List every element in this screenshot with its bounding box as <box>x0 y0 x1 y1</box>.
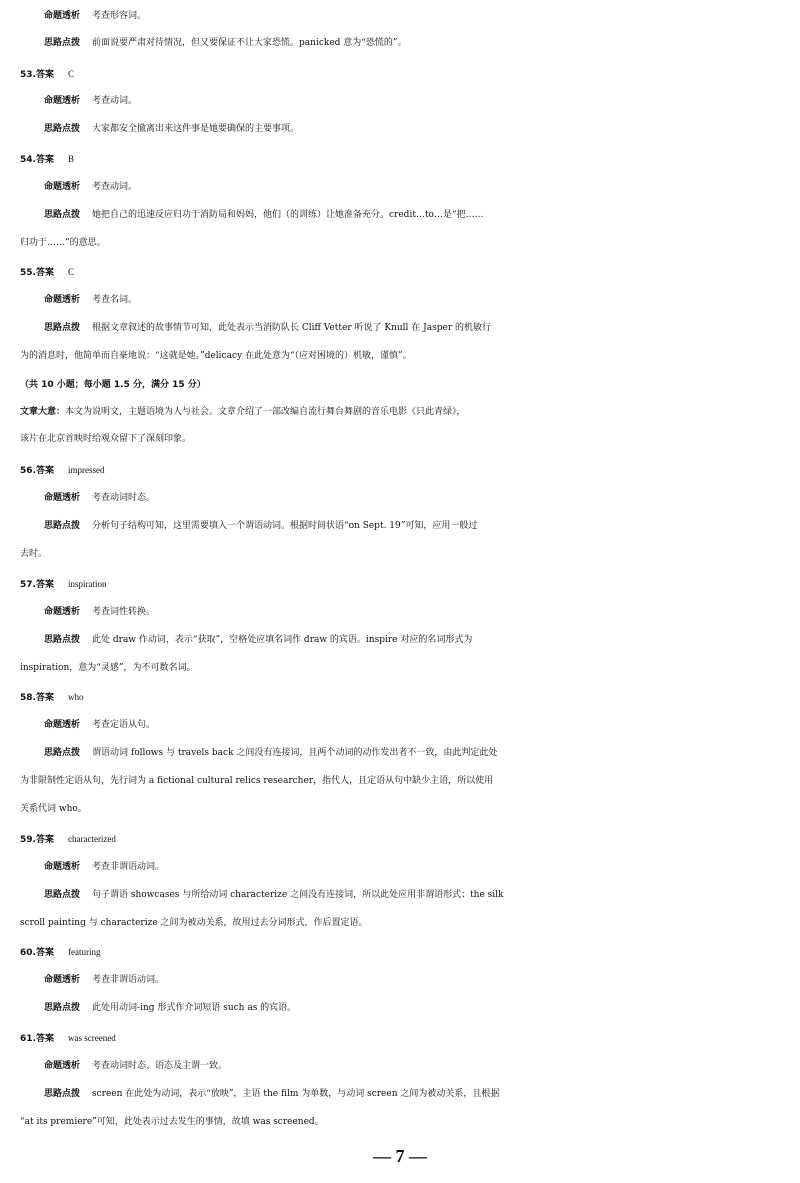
section-summary-cont: 该片在北京首映时给观众留下了深刻印象。 <box>20 434 192 444</box>
q58-hint: 思路点拨 谓语动词 follows 与 travels back 之间没有连接词，且两个动词的动作发出者不一致，由此判定此处 <box>44 748 498 758</box>
q60-hint: 思路点拨 此处用动词-ing 形式作介词短语 such as 的宾语。 <box>44 1003 297 1013</box>
q60-answer: 60.答案 featuring <box>20 947 101 958</box>
q59-hint: 思路点拨 句子谓语 showcases 与所给动词 characterize 之间没有连接词，所以此处应用非谓语形式；the silk <box>44 890 504 900</box>
q58-answer: 58.答案 who <box>20 692 84 703</box>
q58-hint-cont2: 关系代词 who。 <box>20 804 87 814</box>
q54-hint: 思路点拨 她把自己的迅速反应归功于消防局和妈妈，他们（的训练）让她准备充分。credit…to…是“把…… <box>44 210 484 220</box>
q55-analysis: 命题透析 考查名词。 <box>44 295 138 305</box>
q57-hint: 思路点拨 此处 draw 作动词，表示“获取”，空格处应填名词作 draw 的宾语。inspire 对应的名词形式为 <box>44 635 473 645</box>
q52-hint: 思路点拨 前面说要严肃对待情况，但又要保证不让大家恐慌。panicked 意为“恐慌的”。 <box>44 38 407 48</box>
q56-analysis: 命题透析 考查动词时态。 <box>44 493 156 503</box>
q53-hint: 思路点拨 大家都安全撤离出来这件事是她要确保的主要事项。 <box>44 124 300 134</box>
q59-analysis: 命题透析 考查非谓语动词。 <box>44 862 165 872</box>
q54-answer: 54.答案 B <box>20 154 74 165</box>
q59-hint-cont: scroll painting 与 characterize 之间为被动关系，故用过去分词形式，作后置定语。 <box>20 918 368 928</box>
section-summary: 文章大意：本文为说明文，主题语境为人与社会。文章介绍了一部改编自流行舞台舞剧的音乐电影《只此青绿》， <box>20 407 466 417</box>
q61-answer: 61.答案 was screened <box>20 1033 116 1044</box>
q57-answer: 57.答案 inspiration <box>20 579 107 590</box>
q55-answer: 55.答案 C <box>20 267 74 278</box>
q52-analysis: 命题透析 考查形容词。 <box>44 11 147 21</box>
q56-answer: 56.答案 impressed <box>20 465 105 476</box>
q61-hint-cont: “at its premiere”可知，此处表示过去发生的事情，故填 was screened。 <box>20 1117 324 1127</box>
q59-answer: 59.答案 characterized <box>20 834 116 845</box>
q58-hint-cont: 为非限制性定语从句，先行词为 a fictional cultural relics researcher，指代人，且定语从句中缺少主语，所以使用 <box>20 776 494 786</box>
q57-hint-cont: inspiration，意为“灵感”，为不可数名词。 <box>20 663 196 673</box>
q53-answer: 53.答案 C <box>20 69 74 80</box>
page-number: — 7 — <box>373 1146 427 1166</box>
q56-hint-cont: 去时。 <box>20 549 48 559</box>
q55-hint: 思路点拨 根据文章叙述的故事情节可知，此处表示当消防队长 Cliff Vetter 听说了 Knull 在 Jasper 的机敏行 <box>44 323 491 333</box>
q57-analysis: 命题透析 考查词性转换。 <box>44 607 156 617</box>
q54-hint-cont: 归功于……”的意思。 <box>20 238 106 248</box>
q55-hint-cont: 为的消息时，他简单而自豪地说：“这就是她。”delicacy 在此处意为“（应对困境的）机敏，谨慎”。 <box>20 351 412 361</box>
section-header: （共 10 小题；每小题 1.5 分，满分 15 分） <box>20 380 206 390</box>
q60-analysis: 命题透析 考查非谓语动词。 <box>44 975 165 985</box>
q61-analysis: 命题透析 考查动词时态、语态及主谓一致。 <box>44 1061 228 1071</box>
q56-hint: 思路点拨 分析句子结构可知，这里需要填入一个谓语动词。根据时间状语“on Sept. 19”可知，应用一般过 <box>44 521 478 531</box>
q58-analysis: 命题透析 考查定语从句。 <box>44 720 156 730</box>
q53-analysis: 命题透析 考查动词。 <box>44 96 138 106</box>
q61-hint: 思路点拨 screen 在此处为动词，表示“放映”，主语 the film 为单数，与动词 screen 之间为被动关系，且根据 <box>44 1089 500 1099</box>
q54-analysis: 命题透析 考查动词。 <box>44 182 138 192</box>
